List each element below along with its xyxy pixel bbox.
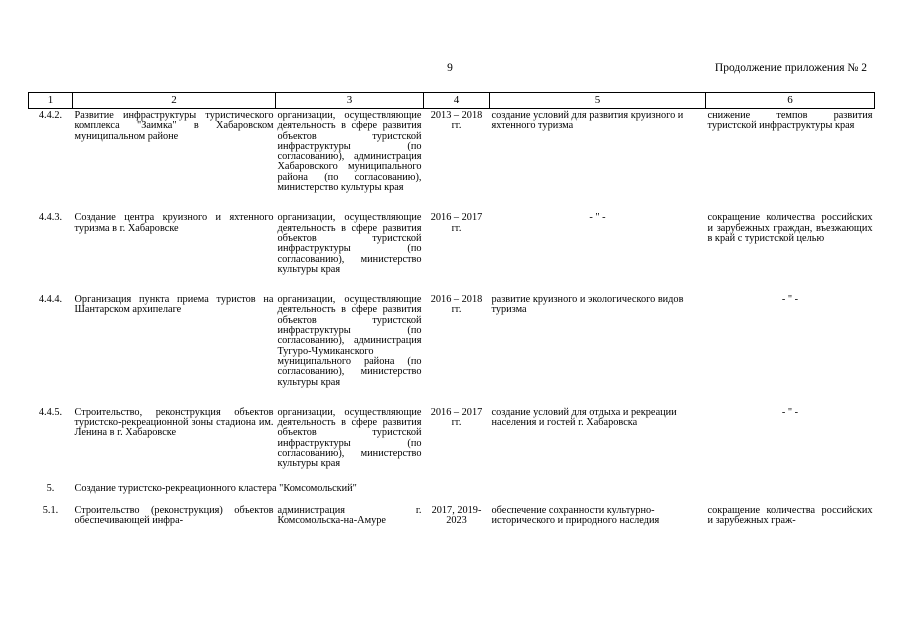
item-name: Создание центра круизного и яхтенного туризма в г. Хабаровске [74, 212, 274, 234]
item-period: 2016 – 2017 гг. [430, 406, 483, 429]
item-effect: - " - [781, 406, 799, 418]
column-header: 4 [424, 93, 490, 109]
item-result: обеспечение сохранности культурно-исторического и природного наследия [491, 504, 660, 527]
item-name: Развитие инфраструктуры туристического комплекса "Заимка" в Хабаровском муниципальном районе [74, 110, 274, 142]
item-name: Организация пункта приема туристов на Шантарском архипелаге [74, 294, 274, 316]
item-result: - " - [589, 212, 606, 224]
table-row [29, 109, 875, 194]
table-row [29, 293, 875, 388]
item-executors: администрация г. Комсомольска-на-Амуре [277, 504, 422, 527]
item-period: 2016 – 2018 гг. [430, 294, 483, 316]
column-header: 1 [29, 93, 73, 109]
item-number: 4.4.5. [38, 406, 63, 418]
section-row [29, 470, 875, 504]
item-result: создание условий для развития круизного и яхтенного туризма [491, 110, 684, 132]
item-number: 5.1. [42, 504, 59, 516]
item-executors: организации, осуществляющие деятельность в сфере развития объектов туристской инфраструктуры (по согласованию), министерство культуры края [277, 406, 422, 470]
item-effect: сокращение количества российских и зарубежных граж- [707, 504, 873, 527]
page-number: 9 [447, 62, 453, 74]
item-name: Строительство (реконструкция) объектов обеспечивающей инфра- [74, 504, 274, 527]
table-row [29, 406, 875, 470]
item-name: Строительство, реконструкция объектов туристско-рекреационной зоны стадиона им. Ленина в г. Хабаровске [74, 406, 274, 439]
column-header: 2 [73, 93, 276, 109]
item-effect: сокращение количества российских и зарубежных граждан, въезжающих в край с туристской целью [707, 212, 873, 244]
continuation-label: Продолжение приложения № 2 [714, 62, 867, 74]
item-period: 2016 – 2017 гг. [430, 212, 483, 234]
item-executors: организации, осуществляющие деятельность в сфере развития объектов туристской инфраструктуры (по согласованию), администрация Тугуро-Чумиканского муниципального района (по согласованию), министерство культуры края [277, 294, 422, 388]
item-executors: организации, осуществляющие деятельность в сфере развития объектов туристской инфраструктуры (по согласованию), министерство культуры края [277, 212, 422, 275]
item-period: 2013 – 2018 гг. [430, 110, 483, 132]
table-header-row [29, 93, 875, 109]
item-effect: - " - [781, 294, 799, 306]
column-header: 5 [490, 93, 706, 109]
item-executors: организации, осуществляющие деятельность в сфере развития объектов туристской инфраструктуры (по согласованию), администрация Хабаровского муниципального района (по согласованию), министерство культуры края [277, 110, 422, 194]
column-header: 6 [706, 93, 875, 109]
item-number: 4.4.2. [38, 110, 63, 121]
column-header: 3 [276, 93, 424, 109]
item-number: 4.4.3. [38, 212, 63, 224]
section-title: Создание туристско-рекреационного кластера "Комсомольский" [74, 482, 357, 494]
table-row [29, 211, 875, 275]
item-result: развитие круизного и экологического видов туризма [491, 294, 684, 316]
appendix-table [28, 92, 875, 527]
table-row [29, 504, 875, 527]
item-number: 4.4.4. [38, 294, 63, 306]
section-number: 5. [46, 482, 55, 494]
item-period: 2017, 2019-2023 [431, 504, 482, 527]
item-result: создание условий для отдыха и рекреации населения и гостей г. Хабаровска [491, 406, 677, 429]
item-effect: снижение темпов развития туристской инфраструктуры края [707, 110, 873, 132]
